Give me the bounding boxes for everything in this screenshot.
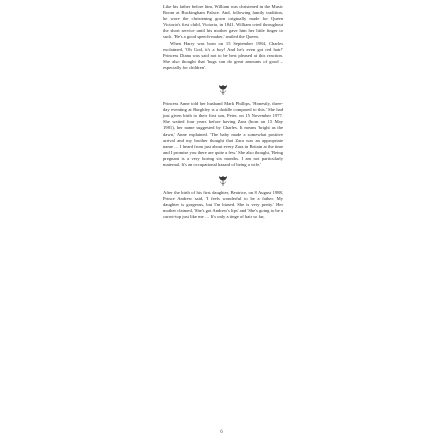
tulip-flower-ornament-icon — [163, 71, 283, 101]
page-number: 6 — [220, 430, 223, 435]
text-section-1 — [163, 4, 283, 71]
text-section-3 — [163, 190, 283, 220]
paragraph: Princess Anne told her husband Mark Phillips, 'Honestly, three-day eventing at Burghley is a doddle compared to this.' She had just given birth to their first son, Peter, on 15 November 1977. She waited four years before having Zara (born on 15 May 1981), her name suggested by Charles. It means 'bright as the dawn,' Anne explained. 'The baby made a somewhat positive arrival and my brother thought that Zara was an appropriate name … I heard from just about every Zara in Britain at the time and I promise you there are quite a few.' She also thought, 'Being pregnant is a very boring six months. I am not particularly maternal. It's an occupational hazard of being a wife.' — [163, 101, 283, 167]
paragraph: After the birth of his first daughter, Beatrice, on 8 August 1988, Prince Andrew said, 'I feels wonderful to be a father. My daughter is gorgeous, but I'm biased. She is very pretty.' Her mother claimed, 'She's got Andrew's lips' and 'She's going to be a carrot-top just like me … It's only a tinge of hair so far, — [163, 190, 283, 220]
tulip-flower-ornament-icon — [163, 168, 283, 190]
paragraph: When Harry was born on 15 September 1984, Charles exclaimed, 'Oh God, it's a boy! And he's even got red hair!' Princess Diana was said not to be best pleased at this reaction. She also thought that 'hugs can do great amounts of good – especially for children'. — [163, 40, 283, 70]
paragraph: Like his father before him, William was christened in the Music Room at Buckingham Palace. And, following family tradition, he wore the christening gown originally made for Queen Victoria's first child, Victoria, in 1841. William cried throughout the short service until his mother gave him her little finger to suck. 'He's a good speech-maker,' smiled the Queen. — [163, 4, 283, 40]
text-section-2 — [163, 101, 283, 168]
